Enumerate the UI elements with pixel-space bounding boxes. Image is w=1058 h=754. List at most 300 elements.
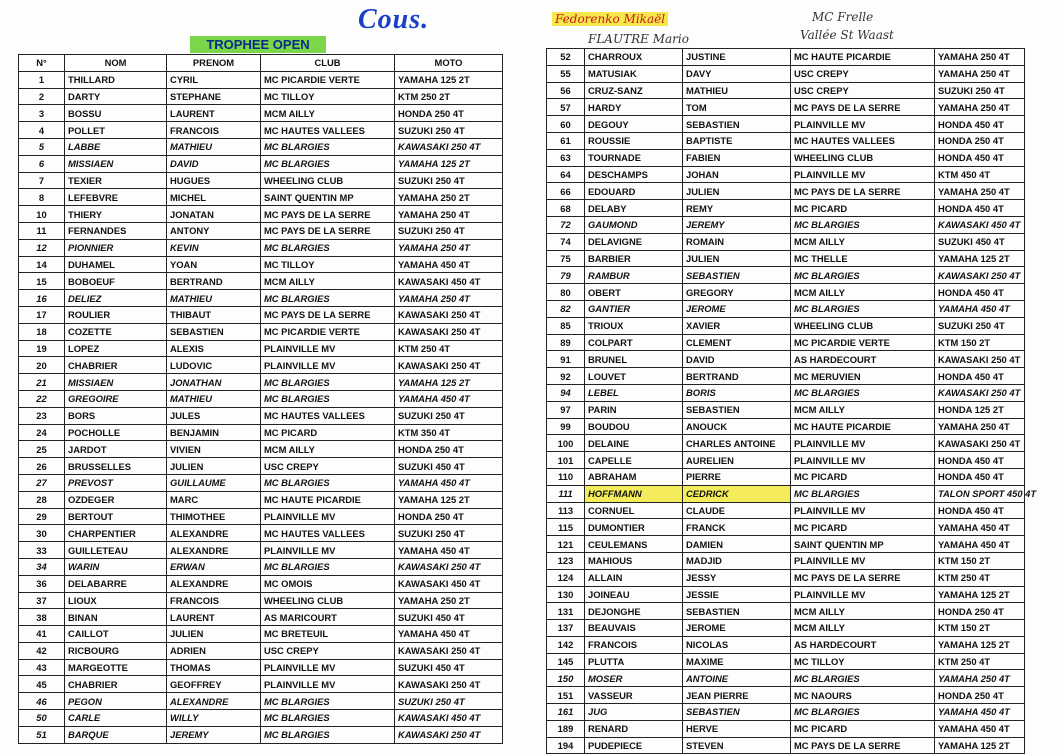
cell-moto: SUZUKI 450 4T: [395, 609, 503, 626]
cell-moto: KAWASAKI 450 4T: [935, 216, 1025, 233]
cell-prenom: ALEXANDRE: [167, 575, 261, 592]
cell-num: 52: [547, 49, 585, 66]
cell-prenom: FABIEN: [683, 149, 791, 166]
cell-nom: LABBE: [65, 138, 167, 155]
cell-num: 50: [19, 710, 65, 727]
cell-club: SAINT QUENTIN MP: [261, 189, 395, 206]
cell-moto: YAMAHA 250 4T: [935, 65, 1025, 82]
cell-prenom: ROMAIN: [683, 233, 791, 250]
cell-nom: JOINEAU: [585, 586, 683, 603]
cell-club: MC BLARGIES: [261, 693, 395, 710]
cell-club: MC PAYS DE LA SERRE: [791, 737, 935, 754]
cell-club: MC PICARD: [791, 468, 935, 485]
cell-prenom: DAVY: [683, 65, 791, 82]
cell-moto: YAMAHA 250 2T: [395, 592, 503, 609]
cell-club: MC TILLOY: [261, 88, 395, 105]
cell-moto: HONDA 250 4T: [935, 687, 1025, 704]
cell-club: PLAINVILLE MV: [261, 508, 395, 525]
cell-num: 28: [19, 491, 65, 508]
cell-club: MC NAOURS: [791, 687, 935, 704]
cell-num: 97: [547, 401, 585, 418]
cell-prenom: REMY: [683, 200, 791, 217]
cell-nom: LOPEZ: [65, 340, 167, 357]
table-row: [19, 542, 503, 559]
cell-nom: BARBIER: [585, 250, 683, 267]
cell-num: 72: [547, 216, 585, 233]
cell-prenom: MATHIEU: [167, 390, 261, 407]
table-row: [19, 609, 503, 626]
cell-prenom: DAVID: [167, 155, 261, 172]
cell-moto: YAMAHA 450 4T: [935, 704, 1025, 721]
cell-moto: YAMAHA 450 4T: [395, 256, 503, 273]
table-row: [547, 636, 1025, 653]
cell-num: 89: [547, 334, 585, 351]
table-row: [19, 390, 503, 407]
cell-nom: OZDEGER: [65, 491, 167, 508]
cell-prenom: CLAUDE: [683, 502, 791, 519]
cell-moto: YAMAHA 250 4T: [935, 183, 1025, 200]
cell-num: 100: [547, 435, 585, 452]
cell-prenom: JUSTINE: [683, 49, 791, 66]
cell-nom: CRUZ-SANZ: [585, 82, 683, 99]
table-row: [547, 704, 1025, 721]
cell-moto: YAMAHA 250 4T: [395, 239, 503, 256]
cell-num: 27: [19, 474, 65, 491]
table-row: [19, 710, 503, 727]
table-row: [547, 183, 1025, 200]
cell-moto: KAWASAKI 250 4T: [935, 435, 1025, 452]
cell-nom: DELABARRE: [65, 575, 167, 592]
cell-club: MC HAUTES VALLEES: [791, 132, 935, 149]
cell-club: MC PICARD: [791, 200, 935, 217]
cell-prenom: BAPTISTE: [683, 132, 791, 149]
cell-nom: LOUVET: [585, 368, 683, 385]
cell-nom: DEGOUY: [585, 116, 683, 133]
cell-nom: CEULEMANS: [585, 536, 683, 553]
cell-prenom: HERVE: [683, 720, 791, 737]
cell-moto: KAWASAKI 250 4T: [395, 726, 503, 743]
cell-num: 3: [19, 105, 65, 122]
cell-nom: PIONNIER: [65, 239, 167, 256]
table-row: [19, 441, 503, 458]
roster-body-left: [19, 71, 503, 743]
cell-moto: HONDA 250 4T: [935, 132, 1025, 149]
cell-moto: YAMAHA 450 4T: [935, 519, 1025, 536]
cell-moto: HONDA 125 2T: [935, 401, 1025, 418]
cell-nom: MOSER: [585, 670, 683, 687]
cell-moto: KTM 250 4T: [395, 340, 503, 357]
table-row: [547, 233, 1025, 250]
cell-nom: VASSEUR: [585, 687, 683, 704]
cell-num: 45: [19, 676, 65, 693]
roster-table-right: [546, 48, 1037, 754]
cell-nom: LEFEBVRE: [65, 189, 167, 206]
cell-prenom: JONATAN: [167, 206, 261, 223]
cell-nom: COZETTE: [65, 323, 167, 340]
cell-num: 63: [547, 149, 585, 166]
cell-prenom: CYRIL: [167, 71, 261, 88]
cell-club: AS HARDECOURT: [791, 636, 935, 653]
cell-prenom: ANTONY: [167, 222, 261, 239]
cell-club: MC OMOIS: [261, 575, 395, 592]
table-row: [547, 200, 1025, 217]
cell-prenom: DAMIEN: [683, 536, 791, 553]
cell-nom: PEGON: [65, 693, 167, 710]
cell-nom: TRIOUX: [585, 317, 683, 334]
table-row: [547, 166, 1025, 183]
cell-num: 92: [547, 368, 585, 385]
table-row: [19, 222, 503, 239]
cell-prenom: JULES: [167, 407, 261, 424]
cell-club: WHEELING CLUB: [791, 149, 935, 166]
table-row: [547, 536, 1025, 553]
cell-num: 91: [547, 351, 585, 368]
cell-prenom: JEREMY: [683, 216, 791, 233]
table-row: [547, 65, 1025, 82]
cell-moto: KAWASAKI 450 4T: [395, 273, 503, 290]
cell-nom: BRUNEL: [585, 351, 683, 368]
table-row: [19, 558, 503, 575]
cell-num: 85: [547, 317, 585, 334]
cell-moto: KTM 150 2T: [935, 552, 1025, 569]
cell-num: 24: [19, 424, 65, 441]
cell-nom: DELAVIGNE: [585, 233, 683, 250]
cell-moto: YAMAHA 250 4T: [935, 99, 1025, 116]
cell-moto: YAMAHA 250 4T: [935, 49, 1025, 66]
cell-moto: YAMAHA 125 2T: [935, 737, 1025, 754]
cell-nom: ROUSSIE: [585, 132, 683, 149]
cell-num: 161: [547, 704, 585, 721]
cell-nom: BORS: [65, 407, 167, 424]
cell-prenom: FRANCOIS: [167, 122, 261, 139]
cell-club: WHEELING CLUB: [261, 592, 395, 609]
cell-nom: CAILLOT: [65, 626, 167, 643]
cell-moto: KTM 150 2T: [935, 620, 1025, 637]
cell-nom: DELAINE: [585, 435, 683, 452]
table-row: [547, 132, 1025, 149]
cell-prenom: VIVIEN: [167, 441, 261, 458]
table-row: [547, 300, 1025, 317]
cell-prenom: BERTRAND: [167, 273, 261, 290]
table-row: [19, 474, 503, 491]
roster-body-right: [547, 49, 1037, 754]
cell-num: 14: [19, 256, 65, 273]
cell-club: MC PICARDIE VERTE: [261, 71, 395, 88]
cell-num: 61: [547, 132, 585, 149]
cell-moto: YAMAHA 450 4T: [395, 542, 503, 559]
table-row: [19, 374, 503, 391]
table-header-row: [19, 55, 503, 72]
cell-nom: RAMBUR: [585, 267, 683, 284]
cell-nom: MAHIOUS: [585, 552, 683, 569]
cell-club: MC PICARDIE VERTE: [791, 334, 935, 351]
cell-num: 145: [547, 653, 585, 670]
table-row: [547, 586, 1025, 603]
cell-num: 60: [547, 116, 585, 133]
cell-nom: CHARPENTIER: [65, 525, 167, 542]
cell-prenom: THOMAS: [167, 659, 261, 676]
cell-club: MC BLARGIES: [261, 155, 395, 172]
cell-club: MC BLARGIES: [791, 670, 935, 687]
cell-nom: PLUTTA: [585, 653, 683, 670]
table-row: [547, 502, 1025, 519]
cell-club: MC PAYS DE LA SERRE: [791, 183, 935, 200]
cell-moto: YAMAHA 250 2T: [395, 189, 503, 206]
cell-prenom: YOAN: [167, 256, 261, 273]
cell-club: MC PAYS DE LA SERRE: [791, 99, 935, 116]
cell-nom: LEBEL: [585, 384, 683, 401]
cell-nom: BEAUVAIS: [585, 620, 683, 637]
cell-nom: BERTOUT: [65, 508, 167, 525]
cell-num: 124: [547, 569, 585, 586]
cell-club: MC PAYS DE LA SERRE: [261, 222, 395, 239]
cell-prenom: JULIEN: [683, 250, 791, 267]
cell-prenom: JESSIE: [683, 586, 791, 603]
cell-club: MC BLARGIES: [791, 485, 935, 502]
cell-club: MC BLARGIES: [261, 474, 395, 491]
table-row: [19, 575, 503, 592]
cell-club: USC CREPY: [261, 642, 395, 659]
table-row: [19, 323, 503, 340]
cell-num: 113: [547, 502, 585, 519]
cell-club: USC CREPY: [261, 458, 395, 475]
table-row: [19, 424, 503, 441]
cell-moto: YAMAHA 250 4T: [395, 206, 503, 223]
table-row: [547, 670, 1025, 687]
table-row: [19, 525, 503, 542]
table-row: [19, 592, 503, 609]
cell-prenom: JEROME: [683, 300, 791, 317]
table-row: [19, 122, 503, 139]
cell-num: 38: [19, 609, 65, 626]
cell-nom: MARGEOTTE: [65, 659, 167, 676]
cell-prenom: WILLY: [167, 710, 261, 727]
cell-num: 64: [547, 166, 585, 183]
cell-moto: SUZUKI 250 4T: [395, 525, 503, 542]
cell-club: MC PAYS DE LA SERRE: [791, 569, 935, 586]
table-row: [547, 267, 1025, 284]
cell-club: MC MERUVIEN: [791, 368, 935, 385]
cell-num: 101: [547, 452, 585, 469]
cell-club: MC BLARGIES: [791, 704, 935, 721]
cell-prenom: ANOUCK: [683, 418, 791, 435]
cell-prenom: SEBASTIEN: [683, 401, 791, 418]
table-row: [19, 105, 503, 122]
cell-club: MC HAUTES VALLEES: [261, 525, 395, 542]
cell-prenom: BERTRAND: [683, 368, 791, 385]
cell-club: MC BLARGIES: [261, 374, 395, 391]
cell-nom: BARQUE: [65, 726, 167, 743]
cell-nom: ABRAHAM: [585, 468, 683, 485]
cell-num: 123: [547, 552, 585, 569]
cell-moto: KAWASAKI 250 4T: [395, 642, 503, 659]
cell-moto: HONDA 450 4T: [935, 502, 1025, 519]
cell-moto: KTM 250 4T: [935, 569, 1025, 586]
table-row: [547, 418, 1025, 435]
cell-num: 37: [19, 592, 65, 609]
cell-club: MC BLARGIES: [791, 267, 935, 284]
cell-club: MCM AILLY: [791, 284, 935, 301]
cell-num: 11: [19, 222, 65, 239]
cell-num: 68: [547, 200, 585, 217]
cell-moto: HONDA 250 4T: [395, 508, 503, 525]
cell-prenom: GEOFFREY: [167, 676, 261, 693]
cell-moto: KTM 350 4T: [395, 424, 503, 441]
cell-prenom: JULIEN: [167, 458, 261, 475]
cell-num: 34: [19, 558, 65, 575]
cell-nom: CORNUEL: [585, 502, 683, 519]
cell-prenom: ANTOINE: [683, 670, 791, 687]
cell-moto: SUZUKI 250 4T: [395, 122, 503, 139]
cell-club: MCM AILLY: [791, 620, 935, 637]
cell-num: 130: [547, 586, 585, 603]
cell-prenom: GREGORY: [683, 284, 791, 301]
cell-prenom: STEPHANE: [167, 88, 261, 105]
table-row: [547, 116, 1025, 133]
cell-nom: BOUDOU: [585, 418, 683, 435]
cell-num: 82: [547, 300, 585, 317]
cell-club: MC PICARD: [791, 720, 935, 737]
cell-moto: HONDA 250 4T: [395, 441, 503, 458]
cell-nom: PARIN: [585, 401, 683, 418]
table-row: [547, 351, 1025, 368]
cell-num: 75: [547, 250, 585, 267]
cell-prenom: CHARLES ANTOINE: [683, 435, 791, 452]
cell-prenom: PIERRE: [683, 468, 791, 485]
cell-moto: HONDA 450 4T: [935, 116, 1025, 133]
cell-moto: KAWASAKI 450 4T: [395, 575, 503, 592]
cell-num: 26: [19, 458, 65, 475]
cell-moto: YAMAHA 125 2T: [395, 155, 503, 172]
table-row: [547, 737, 1025, 754]
cell-nom: LIOUX: [65, 592, 167, 609]
cell-prenom: MICHEL: [167, 189, 261, 206]
table-row: [19, 71, 503, 88]
table-row: [547, 468, 1025, 485]
cell-moto: YAMAHA 450 4T: [935, 300, 1025, 317]
cell-prenom: DAVID: [683, 351, 791, 368]
cell-nom: RICBOURG: [65, 642, 167, 659]
cell-moto: KAWASAKI 250 4T: [395, 306, 503, 323]
cell-club: MC PAYS DE LA SERRE: [261, 306, 395, 323]
cell-nom: COLPART: [585, 334, 683, 351]
cell-num: 1: [19, 71, 65, 88]
cell-nom: JARDOT: [65, 441, 167, 458]
cell-club: MC HAUTE PICARDIE: [261, 491, 395, 508]
cell-moto: KAWASAKI 450 4T: [395, 710, 503, 727]
table-row: [19, 306, 503, 323]
cell-club: PLAINVILLE MV: [261, 676, 395, 693]
cell-club: PLAINVILLE MV: [791, 552, 935, 569]
cell-prenom: SEBASTIEN: [683, 116, 791, 133]
cell-nom: ALLAIN: [585, 569, 683, 586]
cell-nom: OBERT: [585, 284, 683, 301]
cell-nom: DESCHAMPS: [585, 166, 683, 183]
table-row: [547, 519, 1025, 536]
cell-moto: KTM 150 2T: [935, 334, 1025, 351]
table-row: [19, 239, 503, 256]
table-row: [19, 206, 503, 223]
cell-nom: DEJONGHE: [585, 603, 683, 620]
table-row: [19, 138, 503, 155]
cell-prenom: MARC: [167, 491, 261, 508]
cell-num: 19: [19, 340, 65, 357]
cell-prenom: MAXIME: [683, 653, 791, 670]
cell-nom: WARIN: [65, 558, 167, 575]
cell-prenom: NICOLAS: [683, 636, 791, 653]
table-row: [19, 407, 503, 424]
cell-nom: FERNANDES: [65, 222, 167, 239]
cell-moto: SUZUKI 450 4T: [935, 233, 1025, 250]
cell-prenom: ERWAN: [167, 558, 261, 575]
cell-moto: SUZUKI 250 4T: [395, 222, 503, 239]
cell-num: 21: [19, 374, 65, 391]
cell-club: WHEELING CLUB: [791, 317, 935, 334]
cell-moto: SUZUKI 250 4T: [395, 172, 503, 189]
handwritten-note-club-1: MC Frelle: [812, 10, 874, 24]
cell-club: PLAINVILLE MV: [261, 357, 395, 374]
cell-moto: HONDA 250 4T: [935, 603, 1025, 620]
cell-club: USC CREPY: [791, 65, 935, 82]
cell-prenom: LAURENT: [167, 105, 261, 122]
table-row: [547, 552, 1025, 569]
cell-moto: KTM 250 2T: [395, 88, 503, 105]
table-row: [547, 334, 1025, 351]
cell-prenom: FRANCK: [683, 519, 791, 536]
cell-club: MC BLARGIES: [791, 384, 935, 401]
cell-club: AS MARICOURT: [261, 609, 395, 626]
cell-moto: SUZUKI 250 4T: [395, 407, 503, 424]
cell-num: 7: [19, 172, 65, 189]
cell-prenom: SEBASTIEN: [683, 603, 791, 620]
table-row: [547, 603, 1025, 620]
cell-moto: SUZUKI 450 4T: [395, 458, 503, 475]
cell-num: 194: [547, 737, 585, 754]
cell-prenom: JEROME: [683, 620, 791, 637]
cell-club: USC CREPY: [791, 82, 935, 99]
cell-nom: GAUMOND: [585, 216, 683, 233]
table-row: [547, 485, 1025, 502]
table-row: [19, 273, 503, 290]
cell-prenom: JULIEN: [167, 626, 261, 643]
table-row: [19, 256, 503, 273]
table-row: [547, 216, 1025, 233]
table-row: [19, 88, 503, 105]
cell-num: 66: [547, 183, 585, 200]
cell-club: MC HAUTE PICARDIE: [791, 418, 935, 435]
cell-num: 142: [547, 636, 585, 653]
table-row: [19, 676, 503, 693]
cell-num: 30: [19, 525, 65, 542]
col-header-moto: MOTO: [395, 55, 503, 72]
cell-club: MC PAYS DE LA SERRE: [261, 206, 395, 223]
table-row: [547, 384, 1025, 401]
cell-nom: POCHOLLE: [65, 424, 167, 441]
trophy-open-banner: TROPHEE OPEN: [190, 36, 326, 53]
cell-nom: CHABRIER: [65, 357, 167, 374]
cell-club: MCM AILLY: [791, 233, 935, 250]
cell-moto: HONDA 450 4T: [935, 452, 1025, 469]
cell-nom: BINAN: [65, 609, 167, 626]
cell-club: MC BLARGIES: [261, 726, 395, 743]
cell-nom: JUG: [585, 704, 683, 721]
cell-prenom: LAURENT: [167, 609, 261, 626]
cell-num: 79: [547, 267, 585, 284]
cell-club: AS HARDECOURT: [791, 351, 935, 368]
cell-num: 121: [547, 536, 585, 553]
cell-nom: DELABY: [585, 200, 683, 217]
cell-moto: KAWASAKI 250 4T: [395, 558, 503, 575]
